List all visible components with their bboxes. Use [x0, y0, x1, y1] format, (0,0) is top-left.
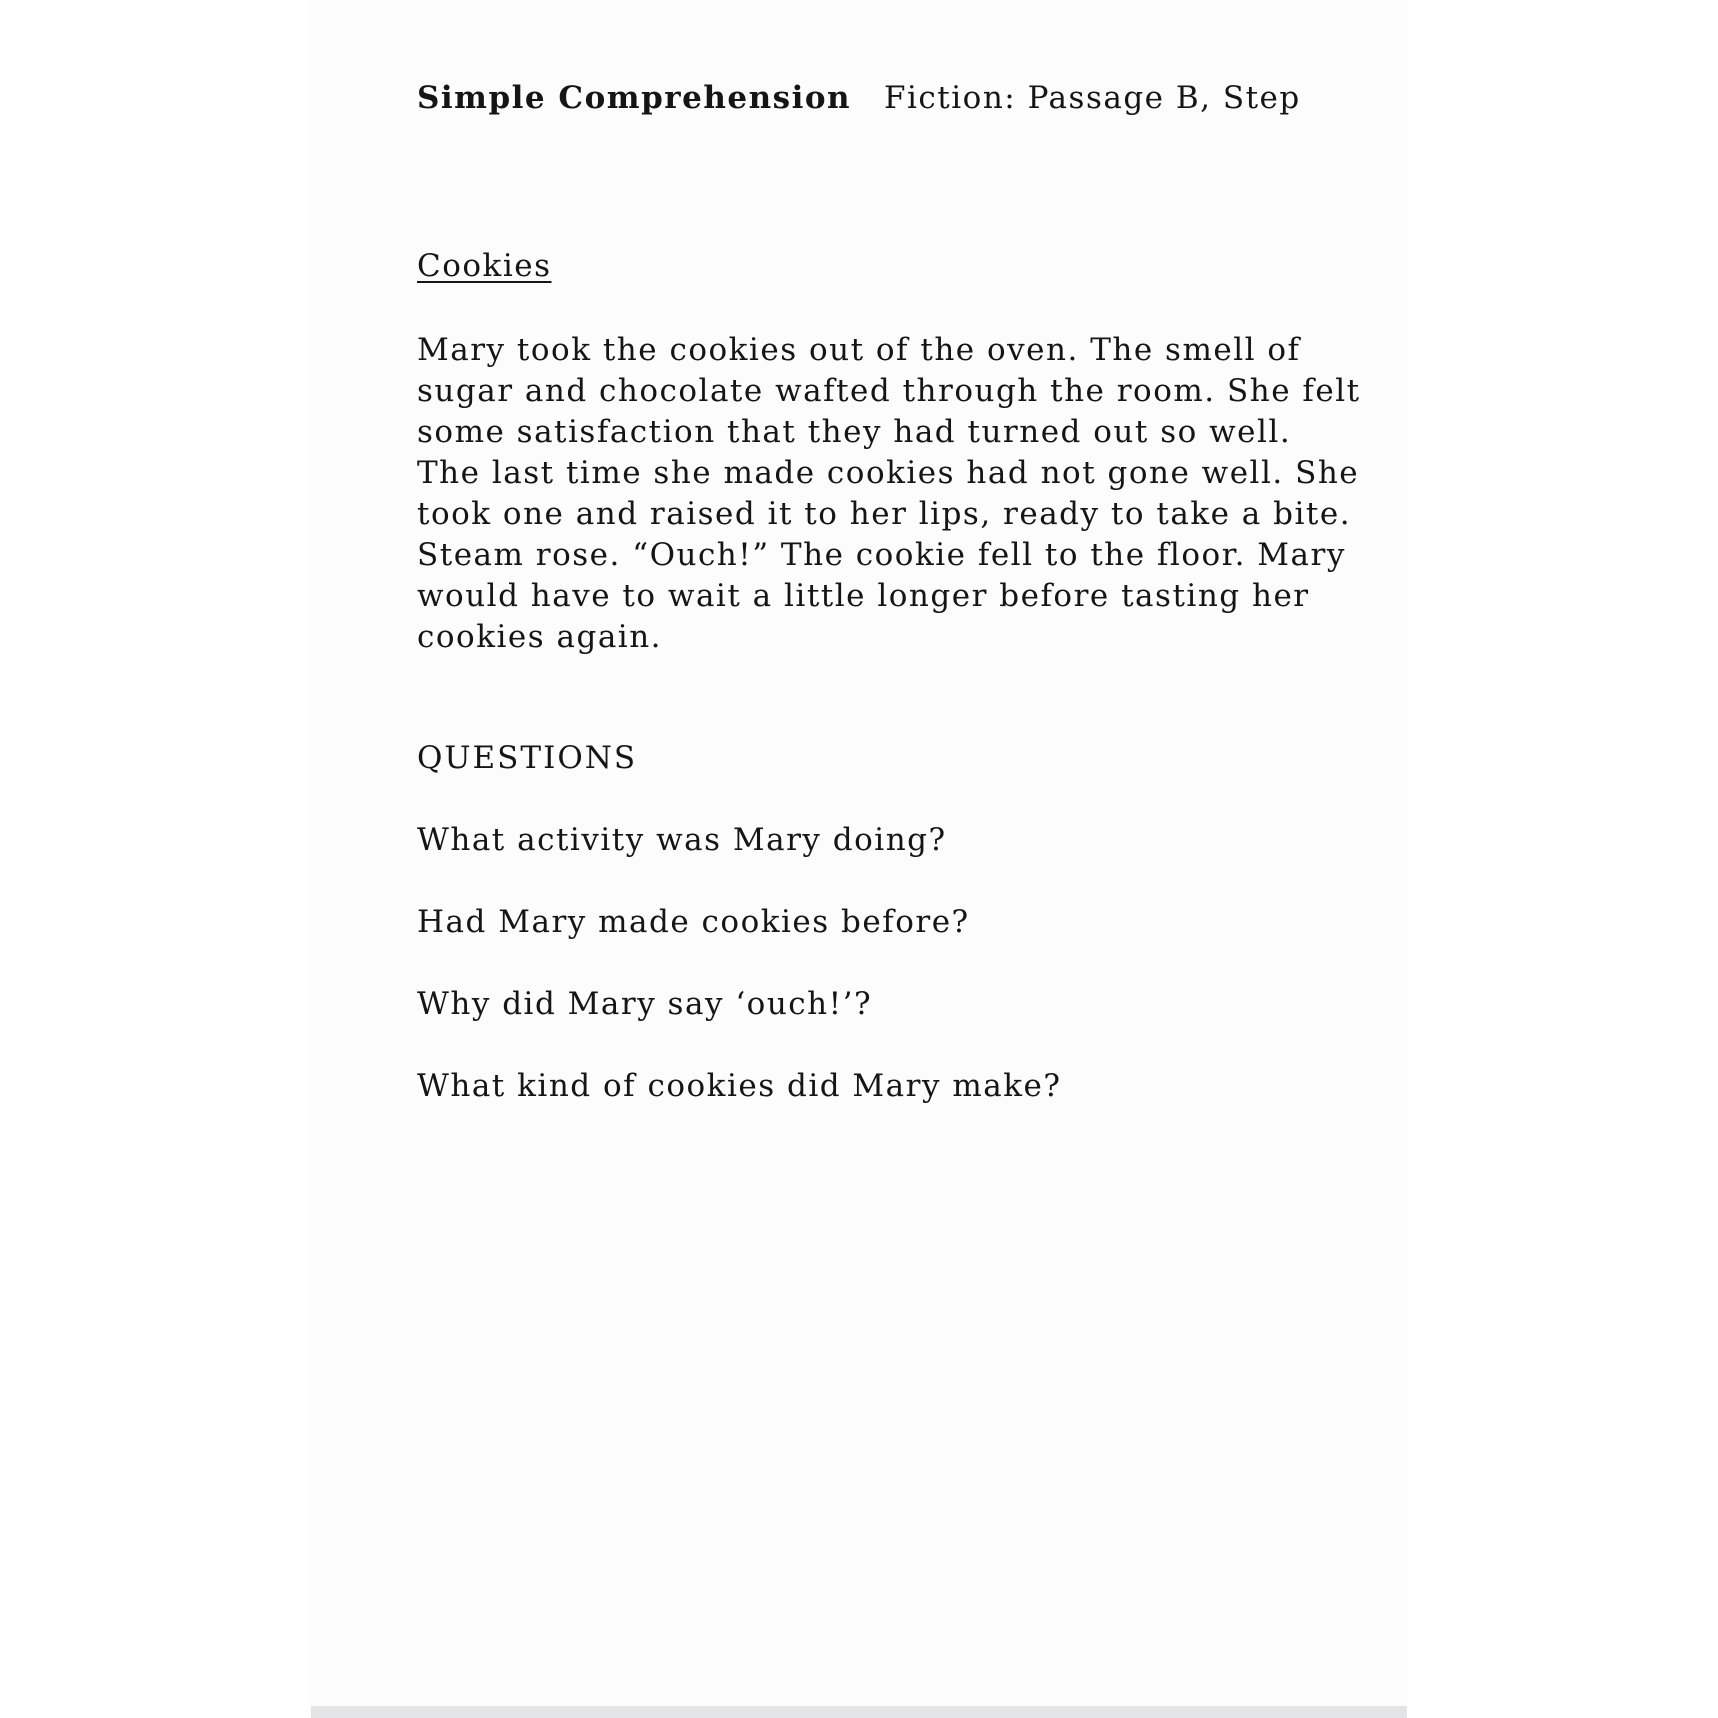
questions-heading: QUESTIONS — [417, 740, 638, 776]
question-item: Why did Mary say ‘ouch!’? — [417, 986, 873, 1022]
worksheet-title: Simple Comprehension — [417, 80, 852, 116]
worksheet-header — [417, 80, 1317, 128]
page-bottom-edge — [311, 1706, 1407, 1718]
passage-line: sugar and chocolate wafted through the room. She felt — [417, 373, 1361, 409]
story-title: Cookies — [417, 248, 552, 284]
passage-line: would have to wait a little longer before tasting her — [417, 578, 1310, 614]
question-item: What activity was Mary doing? — [417, 822, 947, 858]
passage-line: cookies again. — [417, 619, 663, 655]
passage-line: The last time she made cookies had not gone well. She — [417, 455, 1360, 491]
document-content — [417, 80, 1361, 1104]
passage-line: took one and raised it to her lips, ready to take a bite. — [417, 496, 1352, 532]
story-passage — [417, 330, 1361, 658]
question-item: What kind of cookies did Mary make? — [417, 1068, 1062, 1104]
worksheet-step-label: Fiction: Passage B, Step — [884, 80, 1301, 116]
passage-line: Mary took the cookies out of the oven. The smell of — [417, 332, 1301, 368]
passage-line: some satisfaction that they had turned out so well. — [417, 414, 1292, 450]
question-item: Had Mary made cookies before? — [417, 904, 970, 940]
questions-list — [417, 822, 1061, 1150]
passage-line: Steam rose. “Ouch!” The cookie fell to the floor. Mary — [417, 537, 1346, 573]
